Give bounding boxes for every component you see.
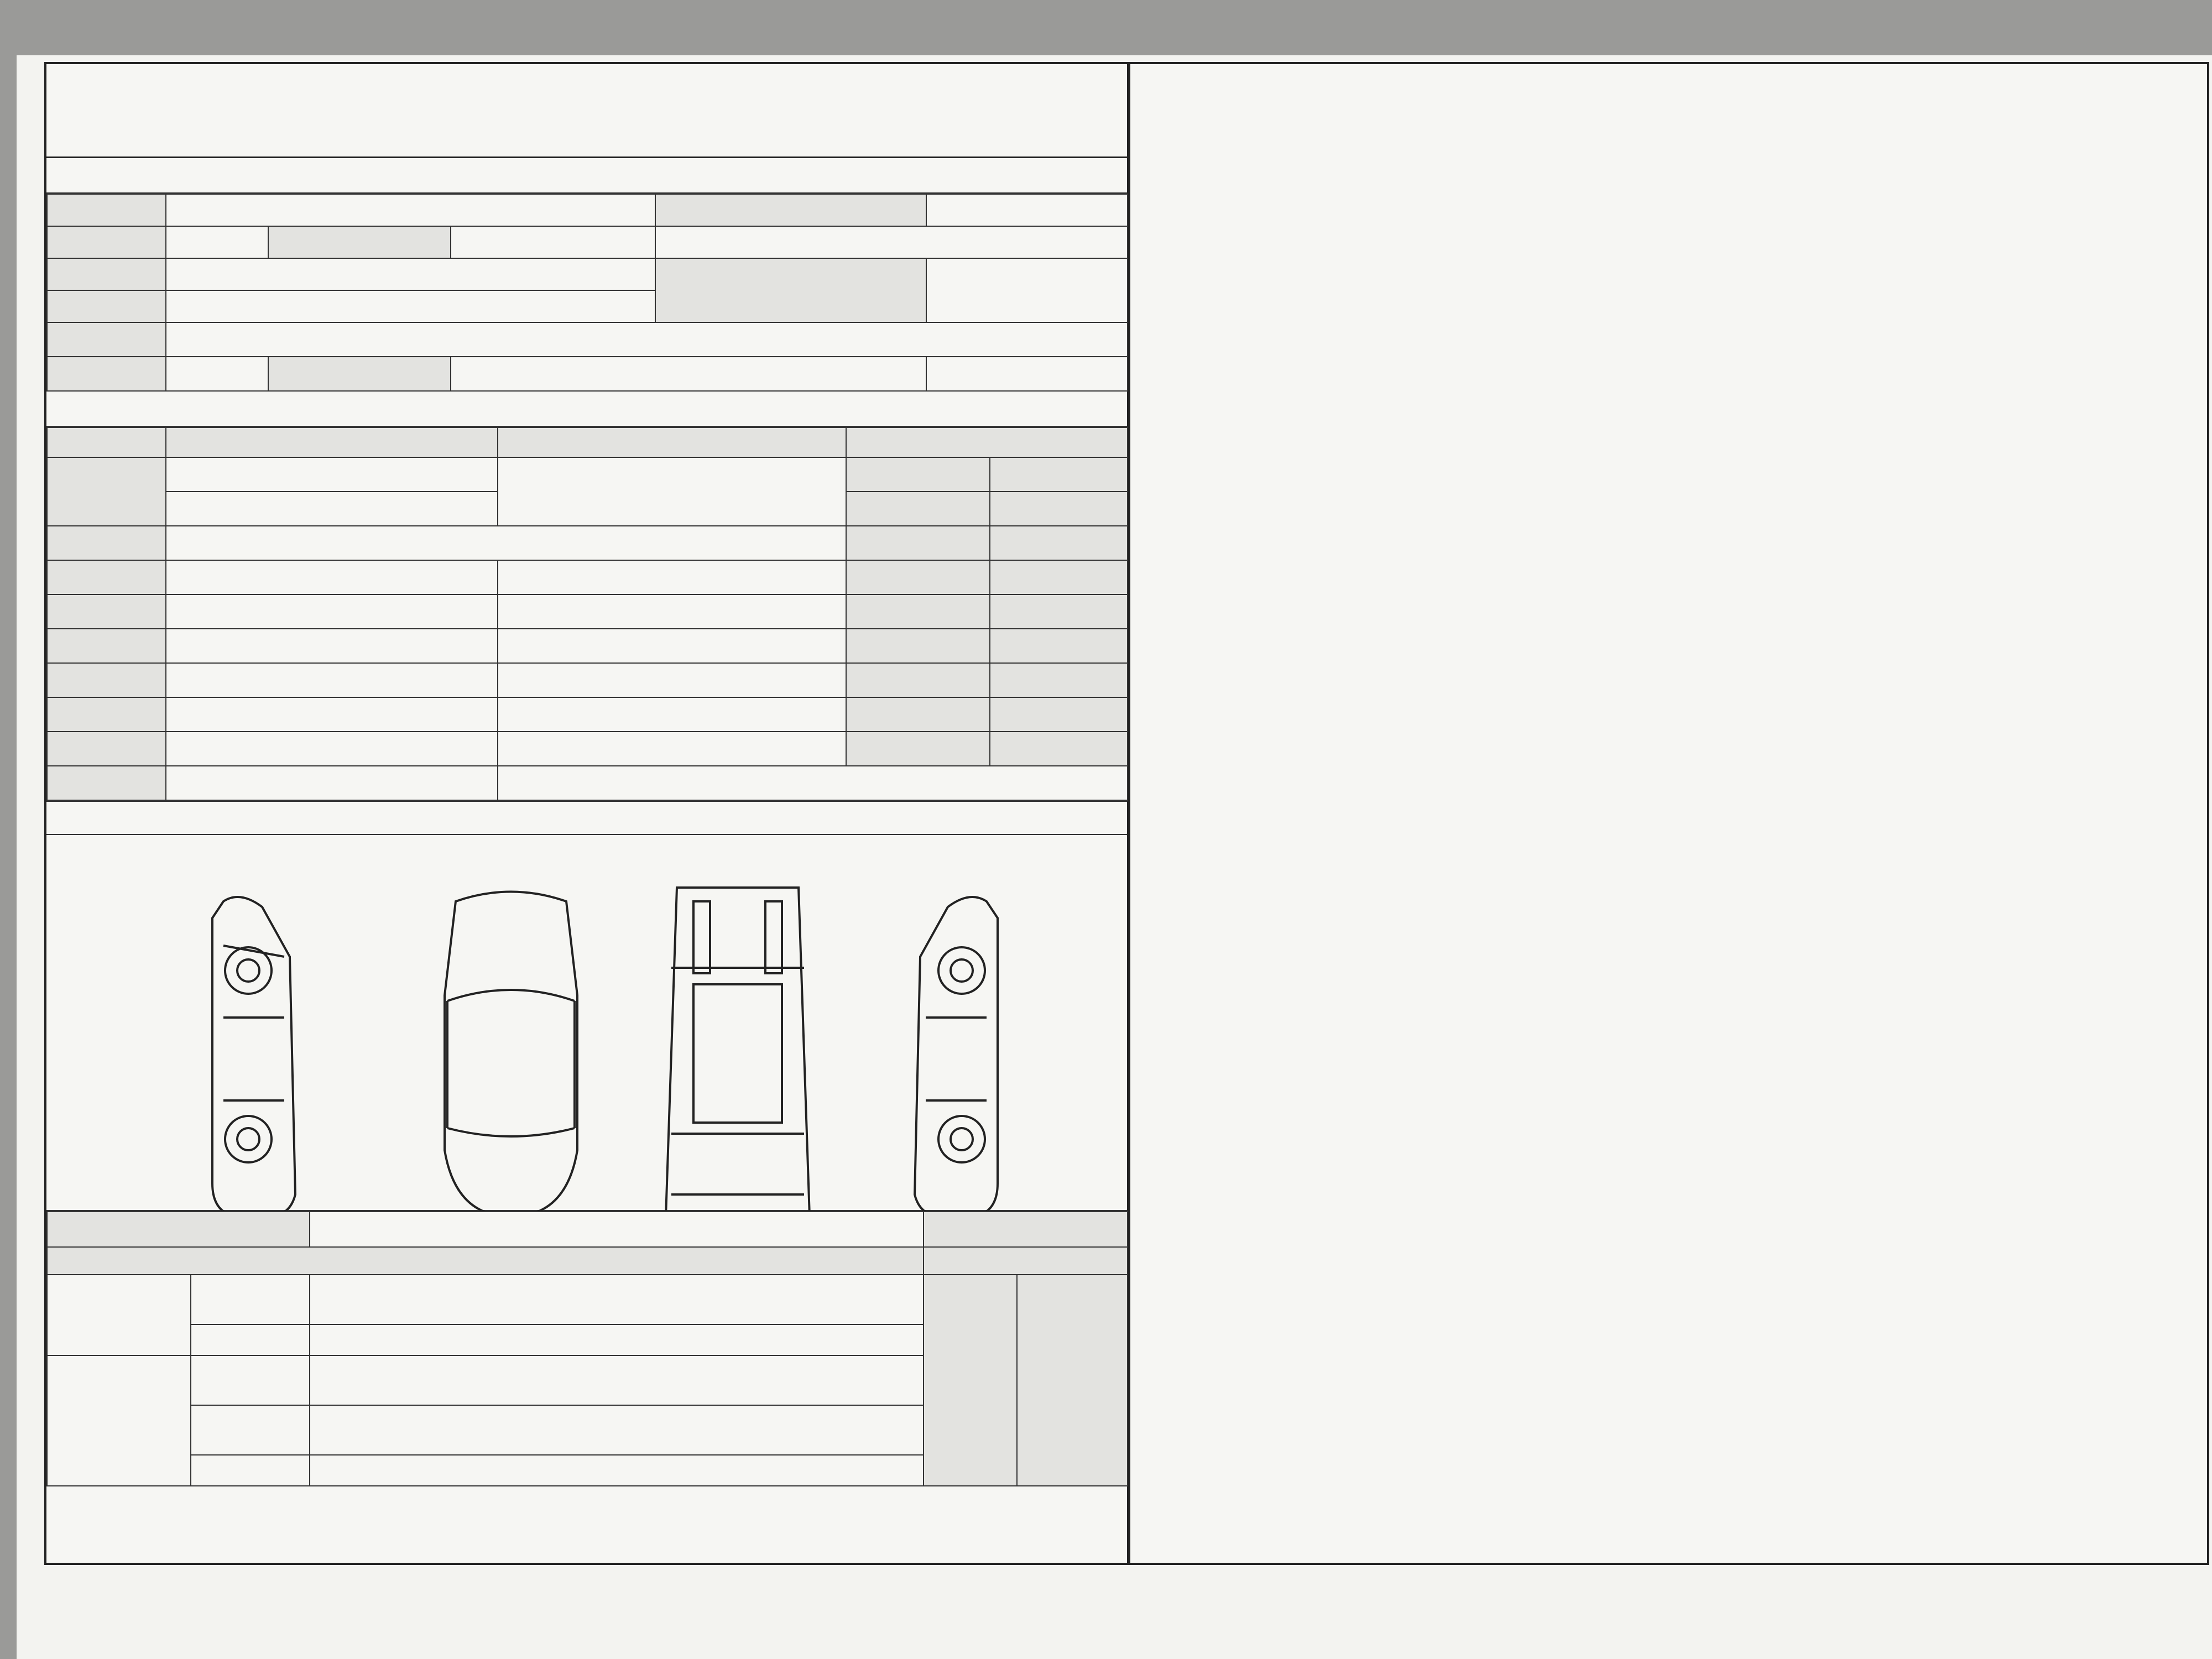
label (47, 194, 166, 226)
accident-header (46, 801, 1127, 835)
label (47, 1247, 924, 1275)
mileage-opts1 (166, 457, 498, 492)
diagram-area (46, 835, 1127, 1211)
inspection-record (44, 62, 2209, 1565)
tuning-items (498, 594, 846, 629)
engine-type (166, 357, 268, 391)
outer-label (47, 1275, 191, 1355)
unit (846, 594, 990, 629)
color-items (498, 697, 846, 732)
basic-info-header (46, 158, 1127, 194)
purpose-opts (166, 663, 498, 697)
emission-opts (166, 560, 498, 594)
empty (990, 732, 1128, 766)
label (655, 194, 926, 226)
right-rear-wheel (938, 1116, 985, 1162)
underbody-floor (693, 984, 782, 1123)
valid-period (655, 226, 1128, 258)
transmission-options (926, 258, 1128, 322)
right-front-wheel (938, 947, 985, 994)
unit (846, 697, 990, 732)
fuel-options (166, 322, 1128, 357)
empty (990, 594, 1128, 629)
label (47, 290, 166, 322)
basic-info-table (46, 194, 1128, 392)
history-cell (310, 1212, 924, 1247)
rankA-items (310, 1355, 924, 1405)
empty (990, 663, 1128, 697)
first-registration (166, 258, 655, 290)
vin-mark-opts (166, 526, 846, 560)
empty (924, 1212, 1128, 1247)
rankA-label (191, 1355, 310, 1405)
label (47, 322, 166, 357)
label (47, 732, 166, 766)
warranty-cell (451, 357, 926, 391)
empty (990, 526, 1128, 560)
empty (990, 560, 1128, 594)
car-top-view-outline (445, 892, 577, 1212)
option-items (498, 732, 846, 766)
rankC-items (310, 1455, 924, 1486)
left-front-wheel (225, 947, 272, 994)
base-price-cell (926, 357, 1128, 391)
car-right-side-outline (915, 897, 998, 1211)
label (47, 226, 166, 258)
rank1-items (310, 1275, 924, 1324)
mileage-opts2 (166, 492, 498, 526)
unit (846, 629, 990, 663)
car-top-view-lines (447, 990, 575, 1136)
recall-opts (166, 766, 498, 800)
reg-number (926, 194, 1128, 226)
car-underbody-outline (666, 888, 810, 1211)
rankC-label (191, 1455, 310, 1486)
label (47, 526, 166, 560)
car-diagram (58, 885, 1108, 1211)
option-opts (166, 732, 498, 766)
special-items (498, 629, 846, 663)
doc-header (46, 64, 1127, 158)
emission-values (498, 560, 846, 594)
parts-price-unit (924, 1275, 1017, 1486)
left-rear-wheel (225, 1116, 272, 1162)
mileage-value (498, 457, 846, 526)
unit (846, 492, 990, 526)
unit (846, 526, 990, 560)
label (47, 594, 166, 629)
general-table (46, 427, 1128, 801)
label (47, 357, 166, 391)
empty (990, 629, 1128, 663)
empty (990, 457, 1128, 492)
tuning-opts (166, 594, 498, 629)
purpose-items (498, 663, 846, 697)
unit (846, 732, 990, 766)
underbody-crossmembers (671, 968, 804, 1194)
car-right-side-lines (926, 1018, 987, 1100)
right-front-hub (951, 959, 973, 982)
car-name-cell (166, 194, 655, 226)
car-left-side-lines (223, 946, 284, 1100)
col-state (166, 427, 498, 457)
rank2-items (310, 1324, 924, 1355)
frame-label (47, 1355, 191, 1486)
label (47, 663, 166, 697)
color-opts (166, 697, 498, 732)
vin-number (166, 290, 655, 322)
label (47, 629, 166, 663)
underbody-left-member (693, 901, 710, 973)
rank1-label (191, 1275, 310, 1324)
col-usage (47, 427, 166, 457)
empty (990, 492, 1128, 526)
empty (1017, 1275, 1128, 1486)
rankB-items (310, 1405, 924, 1455)
parts-price-label (924, 1247, 1128, 1275)
accident-table (46, 1211, 1128, 1486)
rankB-label (191, 1405, 310, 1455)
label (268, 226, 451, 258)
unit (846, 560, 990, 594)
left-rear-hub (237, 1128, 259, 1150)
unit (846, 457, 990, 492)
label (47, 1212, 310, 1247)
col-item (498, 427, 846, 457)
unit (846, 663, 990, 697)
right-rear-hub (951, 1128, 973, 1150)
rank2-label (191, 1324, 310, 1355)
left-panel (46, 64, 1130, 1563)
label (47, 697, 166, 732)
car-left-side-outline (212, 897, 295, 1211)
col-price (846, 427, 1128, 457)
label (47, 766, 166, 800)
special-opts (166, 629, 498, 663)
left-front-hub (237, 959, 259, 982)
general-header (46, 392, 1127, 427)
label (47, 560, 166, 594)
empty (451, 226, 655, 258)
empty (990, 697, 1128, 732)
label (268, 357, 451, 391)
model-year (166, 226, 268, 258)
underbody-right-member (765, 901, 782, 973)
label (47, 457, 166, 526)
label (47, 258, 166, 290)
recall-item-cell (498, 766, 1128, 800)
label (655, 258, 926, 322)
